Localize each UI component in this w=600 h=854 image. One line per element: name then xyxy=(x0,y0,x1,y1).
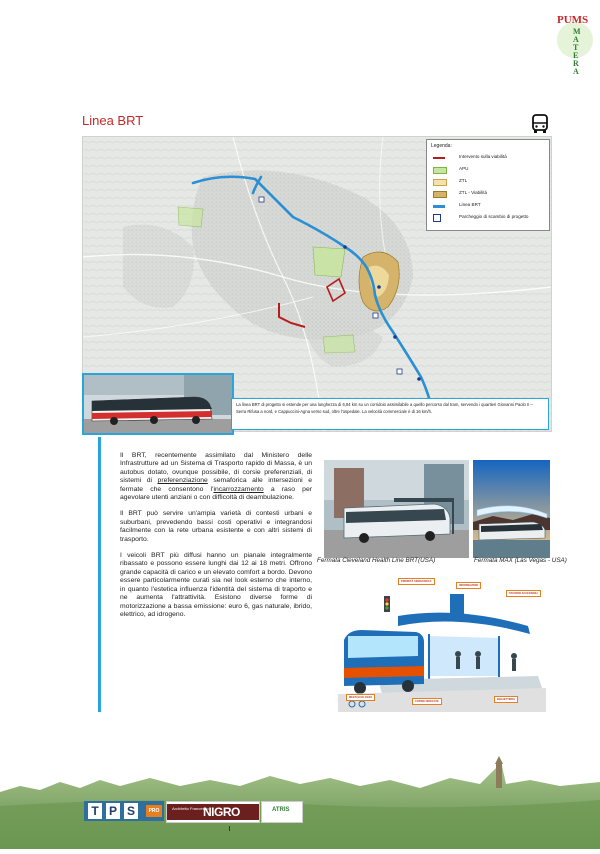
legend-label: ZTL xyxy=(459,178,468,183)
infographic-tag: INFORMAZIONI xyxy=(456,582,481,589)
tps-letter: S xyxy=(124,803,138,819)
infographic-tag: MEZZI ECOLOGICI xyxy=(346,694,375,701)
parking-icon xyxy=(433,214,441,222)
infographic-tag: STAZIONI ACCESSIBILI xyxy=(506,590,541,597)
tps-letter: P xyxy=(106,803,120,819)
legend-item xyxy=(431,154,549,162)
infographic-tag: CORSIE DEDICATE xyxy=(412,698,442,705)
brt-bus-photo xyxy=(82,373,234,435)
svg-text:R: R xyxy=(573,59,579,68)
line-swatch-icon xyxy=(433,157,445,159)
paragraph-intro xyxy=(120,452,312,502)
tps-pro-badge: PRO xyxy=(146,805,162,817)
legend-item xyxy=(431,178,549,186)
las-vegas-stop-photo xyxy=(473,460,550,558)
body-text xyxy=(120,452,312,627)
area-swatch-icon xyxy=(433,179,447,186)
svg-text:PUMS: PUMS xyxy=(557,14,589,26)
text-span: semaforica alle intersezioni e fermate che consentono l' xyxy=(120,477,312,493)
text-span: a raso per agevolare utenti anziani o con difficoltà di deambulazione. xyxy=(120,485,312,502)
area-swatch-icon xyxy=(433,167,447,174)
svg-text:A: A xyxy=(573,67,579,74)
bus-icon xyxy=(531,114,549,134)
atris-logo xyxy=(261,801,303,823)
legend-label: APU xyxy=(459,166,469,171)
text-span: Il BRT, recentemente assimilato dal Ministero delle Infrastrutture ad un Sistema di Trasporto rapido di Massa, è un autobus dotato, ovunque possibile, di corsie preferenziali, di sistemi di xyxy=(120,452,312,485)
svg-text:T: T xyxy=(573,43,579,52)
logo-graphic xyxy=(555,10,595,74)
legend-label: Linea BRT xyxy=(459,202,481,207)
atris-logo-text: ATRIS xyxy=(272,807,290,813)
svg-text:E: E xyxy=(573,51,579,60)
svg-text:M: M xyxy=(573,27,581,36)
cleveland-photo-caption: Fermata Cleveland Health Line BRT(USA) xyxy=(317,557,436,564)
underlined-term: incarrozzamento xyxy=(213,485,264,493)
nigro-architect-logo xyxy=(166,801,260,823)
legend-item xyxy=(431,166,549,174)
brt-station-infographic xyxy=(338,576,546,712)
accent-bar xyxy=(98,437,101,712)
pums-matera-logo xyxy=(555,10,595,74)
paragraph-contexts: Il BRT può servire un'ampia varietà di contesti urbani e suburbani, prevedendo bassi costi operativi e integrandosi facilmente con la rete urbana esistente e con altri sistemi di trasporto. xyxy=(120,510,312,543)
nigro-logo-box xyxy=(167,804,259,820)
tps-letter: T xyxy=(88,803,102,819)
legend-label: Parcheggio di scambio di progetto xyxy=(459,214,529,219)
legend-item xyxy=(431,190,549,198)
area-swatch-icon xyxy=(433,191,447,198)
legend-item xyxy=(431,202,549,210)
las-vegas-photo-caption: Fermata MAX (Las Vegas - USA) xyxy=(474,557,567,564)
map-legend xyxy=(426,139,550,231)
nigro-logo-small-text: Architetto Francesco xyxy=(172,806,209,811)
underlined-term: preferenziazione xyxy=(157,477,208,485)
map-caption: La linea BRT di progetto si estende per una lunghezza di 6,84 km su un corridoio assimilabile a quello percorso dal tram, servendo i quartieri Giovanni Paolo II – Serra Rifusa a nord, e Cappuccini-Agna verso sud, oltre l'ospedale. La velocità commerciale è di 16 km/h. xyxy=(231,398,549,430)
line-swatch-icon xyxy=(433,205,445,208)
legend-title: Legenda: xyxy=(431,143,452,149)
legend-label: ZTL - Viabilità xyxy=(459,190,488,195)
legend-item xyxy=(431,214,549,222)
svg-text:A: A xyxy=(573,35,579,44)
infographic-tag: PRIORITÀ SEMAFORICA xyxy=(398,578,435,585)
page-title: Linea BRT xyxy=(82,113,144,128)
infographic-tag: BIGLIETTERIA xyxy=(494,696,518,703)
nigro-logo-name: NIGRO xyxy=(203,805,240,819)
tps-pro-logo xyxy=(84,801,164,821)
page-mark xyxy=(229,826,230,831)
paragraph-vehicles: I veicoli BRT più diffusi hanno un pianale integralmente ribassato e possono essere lunghi dai 12 ai 18 metri. Offrono grande capacità di carico e un elevato comfort a bordo. Devono essere particolarmente curati sia nel look esterno che interno, in quanto l'estetica influenza l'identità del sistema di traporto e ne aumenta l'attrattività. Esistono diverse forme di motorizzazione a bassa emissione: euro 6, gas naturale, ibrido, elettrico, ad idrogeno. xyxy=(120,552,312,618)
cleveland-stop-photo xyxy=(324,460,469,558)
legend-label: Intervento sulla viabilità xyxy=(459,154,507,159)
